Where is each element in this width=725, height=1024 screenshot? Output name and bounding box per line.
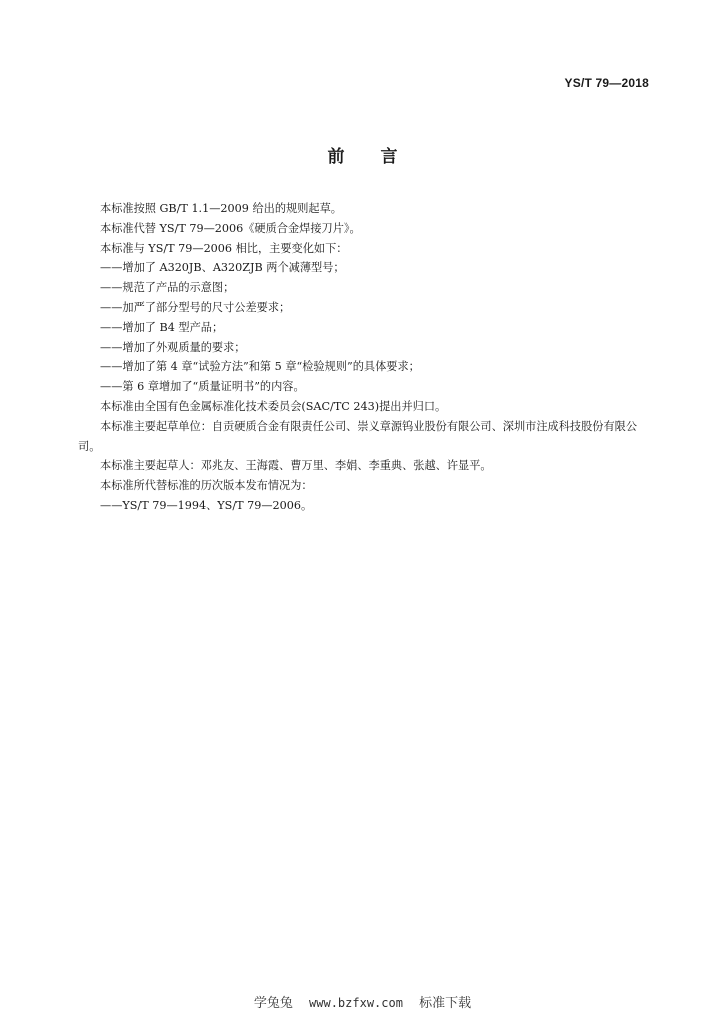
paragraph-drafting-rules: 本标准按照 GB/T 1.1—2009 给出的规则起草。 bbox=[100, 202, 342, 215]
history-item: ——YS/T 79—1994、YS/T 79—2006。 bbox=[100, 498, 313, 512]
change-item: ——第 6 章增加了“质量证明书”的内容。 bbox=[100, 380, 305, 394]
standard-code: YS/T 79—2018 bbox=[564, 76, 649, 90]
paragraph-history-intro: 本标准所代替标准的历次版本发布情况为： bbox=[100, 479, 313, 493]
change-item: ——增加了 B4 型产品； bbox=[100, 320, 224, 334]
change-item: ——增加了第 4 章“试验方法”和第 5 章“检验规则”的具体要求； bbox=[100, 360, 420, 374]
paragraph-drafting-units: 本标准主要起草单位：自贡硬质合金有限责任公司、崇义章源钨业股份有限公司、深圳市注成科技股份有限公司。 bbox=[78, 419, 638, 453]
paragraph-drafters: 本标准主要起草人：邓兆友、王海霞、曹万里、李娟、李重典、张越、许显平。 bbox=[100, 459, 492, 473]
paragraph-proposed-by: 本标准由全国有色金属标准化技术委员会(SAC/TC 243)提出并归口。 bbox=[100, 399, 447, 413]
footer-url[interactable]: www.bzfxw.com bbox=[309, 996, 403, 1010]
paragraph-replaces: 本标准代替 YS/T 79—2006《硬质合金焊接刀片》。 bbox=[100, 221, 361, 235]
foreword-body bbox=[78, 199, 648, 516]
footer-watermark bbox=[0, 992, 725, 1011]
page-title: 前言 bbox=[327, 147, 434, 167]
change-item: ——加严了部分型号的尺寸公差要求； bbox=[100, 300, 291, 314]
change-item: ——增加了外观质量的要求； bbox=[100, 340, 246, 354]
change-item: ——规范了产品的示意图； bbox=[100, 281, 235, 295]
footer-site-name: 学兔兔 bbox=[253, 996, 293, 1011]
change-item: ——增加了 A320JB、A320ZJB 两个减薄型号； bbox=[100, 261, 345, 275]
footer-tagline: 标准下载 bbox=[419, 996, 472, 1011]
paragraph-changes-intro: 本标准与 YS/T 79—2006 相比，主要变化如下： bbox=[100, 241, 348, 255]
